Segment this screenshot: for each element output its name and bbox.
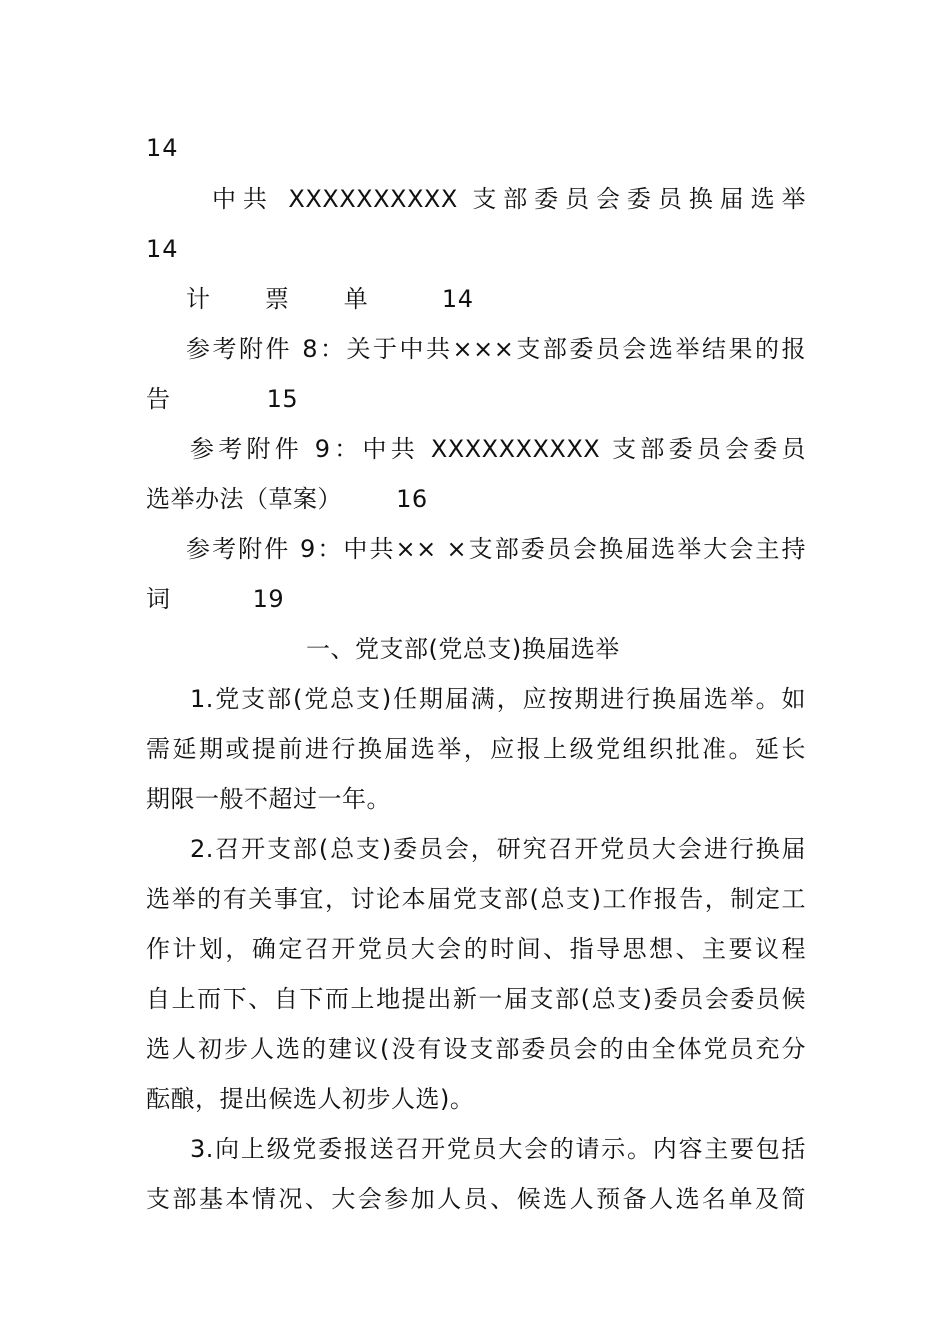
- toc-entry-title: 参考附件 9：中共×× ×支部委员会换届选举大会主持: [186, 535, 806, 563]
- paragraph-line: 自上而下、自下而上地提出新一届支部(总支)委员会委员候: [146, 985, 806, 1013]
- toc-page-number: 19: [252, 585, 285, 613]
- toc-entry-title: 告: [146, 385, 171, 413]
- paragraph-line: 需延期或提前进行换届选举，应报上级党组织批准。延长: [146, 735, 806, 763]
- toc-entry-title: 选举办法（草案）: [146, 485, 342, 513]
- paragraph-line: 期限一般不超过一年。: [146, 785, 391, 813]
- paragraph-line: 1.党支部(党总支)任期届满，应按期进行换届选举。如: [190, 685, 806, 713]
- toc-entry-row: [146, 383, 806, 415]
- toc-entry-title: 词: [146, 585, 171, 613]
- toc-entry-title: 中共 XXXXXXXXXX 支部委员会委员换届选举: [212, 185, 806, 213]
- toc-page-number: 14: [441, 285, 474, 313]
- toc-page-number: 15: [266, 385, 299, 413]
- toc-page-number: 14: [146, 235, 179, 263]
- paragraph-line: 选举的有关事宜，讨论本届党支部(总支)工作报告，制定工: [146, 885, 806, 913]
- toc-page-number: 14: [146, 134, 179, 162]
- paragraph-line: 2.召开支部(总支)委员会，研究召开党员大会进行换届: [190, 835, 806, 863]
- toc-entry-title: 参考附件 9：中共 XXXXXXXXXX 支部委员会委员: [190, 435, 806, 463]
- toc-page-number: 16: [396, 485, 428, 513]
- paragraph-line: 支部基本情况、大会参加人员、候选人预备人选名单及简: [146, 1185, 806, 1213]
- section-heading: 一、党支部(党总支)换届选举: [306, 635, 620, 663]
- toc-entry-row: [146, 583, 806, 615]
- paragraph-line: 作计划，确定召开党员大会的时间、指导思想、主要议程: [146, 935, 806, 963]
- toc-entry-row: [186, 283, 473, 315]
- paragraph-line: 选人初步人选的建议(没有设支部委员会的由全体党员充分: [146, 1035, 806, 1063]
- paragraph-line: 酝酿，提出候选人初步人选)。: [146, 1085, 475, 1113]
- toc-entry-title: 参考附件 8：关于中共×××支部委员会选举结果的报: [186, 335, 806, 363]
- toc-entry-title: 计 票 单: [186, 285, 376, 313]
- toc-entry-row: [146, 483, 806, 515]
- paragraph-line: 3.向上级党委报送召开党员大会的请示。内容主要包括: [190, 1135, 806, 1163]
